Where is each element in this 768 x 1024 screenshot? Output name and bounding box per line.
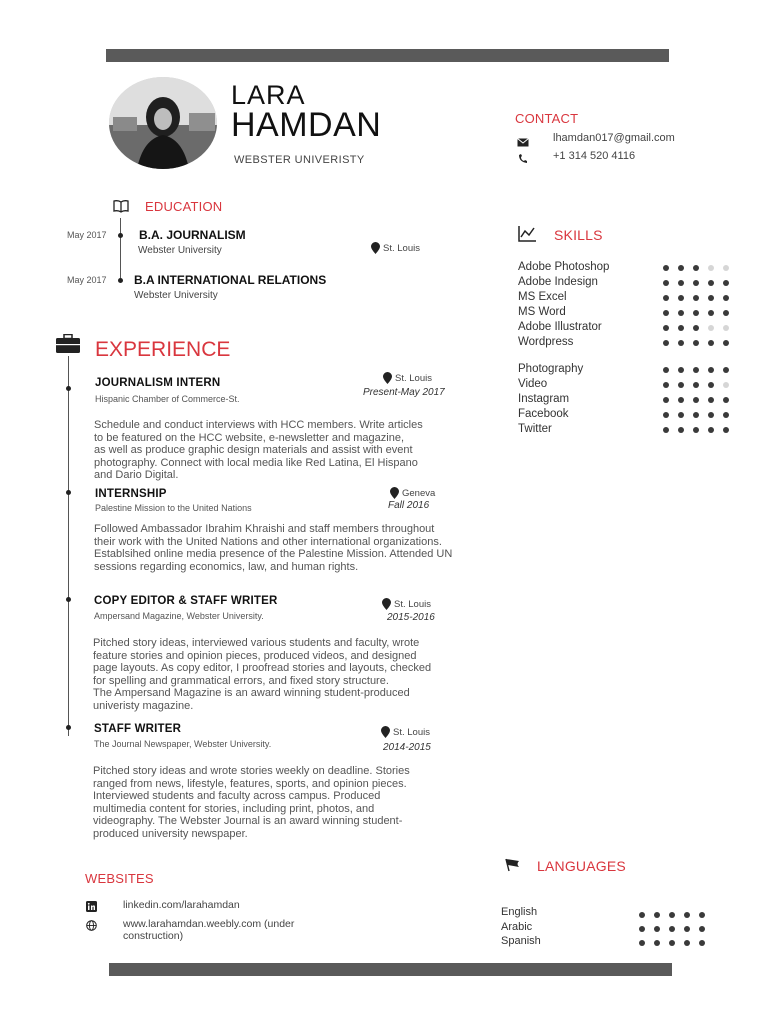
website-line: www.larahamdan.weebly.com (under [123,918,295,930]
rating-dot [678,382,684,388]
languages-title: LANGUAGES [537,858,626,874]
experience-location-2 [390,487,435,499]
websites-title: WEBSITES [85,871,154,886]
skill-name: Video [518,378,548,390]
rating-dot [654,912,660,918]
experience-location-3 [382,598,431,610]
rating-dot [669,940,675,946]
skill-name: Adobe Photoshop [518,261,610,273]
rating-dot [693,295,699,301]
education-date-1: May 2017 [67,230,107,240]
rating-dot [723,427,729,433]
rating-dot [708,280,714,286]
skill-name: Adobe Indesign [518,276,598,288]
map-pin-icon [382,598,391,610]
rating-dot [699,926,705,932]
phone-icon [518,151,528,169]
languages-list [501,905,721,955]
rating-dot [708,367,714,373]
experience-org-4: The Journal Newspaper, Webster University. [94,739,272,749]
rating-dot [678,310,684,316]
rating-dot [708,412,714,418]
website-link[interactable] [123,918,294,942]
rating-dot [663,340,669,346]
rating-dot [684,926,690,932]
mail-icon [517,134,529,152]
rating-dot [723,412,729,418]
desc-line: univeristy magazine. [93,699,194,712]
skill-rating [663,367,729,373]
rating-dot [639,912,645,918]
location-text: St. Louis [395,372,432,384]
skill-rating [663,265,729,271]
rating-dot [684,940,690,946]
skill-rating [663,340,729,346]
experience-period-2: Fall 2016 [388,500,430,511]
book-icon [113,200,129,218]
language-name: Spanish [501,935,541,947]
skill-rating [663,310,729,316]
desc-line: The Ampersand Magazine is an award winning student-produced [93,687,410,700]
experience-dot-3 [66,597,71,602]
desc-line: sessions regarding economics, law, and human rights. [94,560,359,573]
rating-dot [708,397,714,403]
desc-line: feature stories and opinion pieces, produced videos, and designed [93,649,417,662]
rating-dot [708,340,714,346]
skill-name: Wordpress [518,336,574,348]
skill-rating [663,295,729,301]
skill-name: Facebook [518,408,569,420]
rating-dot [663,265,669,271]
experience-role-1: JOURNALISM INTERN [95,377,221,389]
desc-line: and Dario Digital. [94,469,179,482]
education-title: EDUCATION [145,199,223,214]
rating-dot [699,912,705,918]
rating-dot [678,367,684,373]
education-degree-2: B.A INTERNATIONAL RELATIONS [134,273,327,287]
experience-location-4 [381,726,430,738]
rating-dot [663,280,669,286]
experience-desc-3 [93,637,488,713]
desc-line: Interviewed students and faculty across campus. Produced [93,790,381,803]
education-dot-1 [118,233,123,238]
website-line: construction) [123,930,184,942]
linkedin-icon [86,899,97,917]
experience-title: EXPERIENCE [95,338,231,361]
rating-dot [723,295,729,301]
skill-name: MS Excel [518,291,567,303]
rating-dot [678,280,684,286]
skill-rating [663,412,729,418]
rating-dot [678,412,684,418]
education-dot-2 [118,278,123,283]
experience-dot-2 [66,490,71,495]
rating-dot [669,912,675,918]
location-text: St. Louis [393,726,430,738]
skill-name: Twitter [518,423,552,435]
experience-desc-1 [94,419,489,482]
skills-list [518,260,738,440]
rating-dot [708,265,714,271]
desc-line: videography. The Webster Journal is an award winning student- [93,815,403,828]
education-degree-1: B.A. JOURNALISM [139,228,246,242]
desc-line: their work with the United Nations and other international organizations. [94,535,442,548]
location-text: St. Louis [394,598,431,610]
location-text: St. Louis [383,242,420,254]
rating-dot [708,382,714,388]
skill-rating [663,397,729,403]
location-text: Geneva [402,487,436,499]
skill-rating [663,382,729,388]
chart-line-icon [518,226,537,247]
rating-dot [693,280,699,286]
desc-line: produced university newspaper. [93,827,248,840]
rating-dot [708,295,714,301]
rating-dot [723,340,729,346]
experience-desc-2 [94,523,514,573]
language-name: Arabic [501,920,533,933]
rating-dot [678,427,684,433]
experience-period-1: Present-May 2017 [363,387,445,398]
education-school-1: Webster University [138,245,222,256]
rating-dot [639,926,645,932]
desc-line: ranged from news, lifestyle, features, sports, and opinion pieces. [93,777,407,790]
rating-dot [693,310,699,316]
skill-name: Adobe Illustrator [518,321,602,333]
bottom-bar [109,963,672,976]
map-pin-icon [381,726,390,738]
profile-photo [109,77,217,169]
rating-dot [654,940,660,946]
language-rating [639,926,705,932]
rating-dot [639,940,645,946]
education-school-2: Webster University [134,290,218,301]
rating-dot [708,310,714,316]
rating-dot [678,265,684,271]
map-pin-icon [390,487,399,499]
experience-org-3: Ampersand Magazine, Webster University. [94,611,264,621]
rating-dot [693,382,699,388]
rating-dot [723,310,729,316]
experience-period-4: 2014-2015 [383,742,431,753]
rating-dot [723,367,729,373]
rating-dot [723,382,729,388]
experience-dot-1 [66,386,71,391]
education-location-1 [371,242,420,254]
rating-dot [663,325,669,331]
desc-line: to be featured on the HCC website, e-newsletter and magazine, [94,431,405,444]
rating-dot [663,310,669,316]
rating-dot [654,926,660,932]
linkedin-link[interactable]: linkedin.com/larahamdan [123,899,240,911]
rating-dot [708,427,714,433]
rating-dot [663,427,669,433]
flag-icon [505,858,521,877]
desc-line: as well as produce graphic design materials and assist with event [94,444,413,457]
skill-rating [663,280,729,286]
rating-dot [723,397,729,403]
desc-line: Establsihed online media presence of the Palestine Mission. Attended UN [94,548,453,561]
desc-line: for spelling and grammatical errors, and fixed story structure. [93,674,389,687]
experience-org-1: Hispanic Chamber of Commerce-St. [95,394,240,404]
rating-dot [678,340,684,346]
skill-name: Photography [518,363,584,375]
experience-role-4: STAFF WRITER [94,723,182,735]
experience-role-3: COPY EDITOR & STAFF WRITER [94,595,278,607]
skills-title: SKILLS [554,227,603,243]
rating-dot [693,325,699,331]
desc-line: Pitched story ideas, interviewed various students and faculty, wrote [93,637,420,649]
rating-dot [693,340,699,346]
top-bar [106,49,669,62]
rating-dot [684,912,690,918]
language-rating [639,940,705,946]
rating-dot [693,265,699,271]
contact-email[interactable]: lhamdan017@gmail.com [553,132,675,144]
experience-timeline [68,356,69,736]
experience-org-2: Palestine Mission to the United Nations [95,503,252,513]
rating-dot [663,295,669,301]
rating-dot [693,412,699,418]
desc-line: Schedule and conduct interviews with HCC members. Write articles [94,419,423,431]
rating-dot [699,940,705,946]
rating-dot [693,367,699,373]
desc-line: multimedia content for stories, including print, photos, and [93,802,375,815]
desc-line: page layouts. As copy editor, I proofread stories and layouts, checked [93,662,432,675]
contact-phone: +1 314 520 4116 [553,150,636,162]
experience-dot-4 [66,725,71,730]
rating-dot [693,427,699,433]
skill-rating [663,325,729,331]
rating-dot [723,325,729,331]
skill-rating [663,427,729,433]
desc-line: photography. Connect with local media like Red Latina, El Hispano [94,456,418,469]
rating-dot [723,280,729,286]
language-name: English [501,906,538,918]
map-pin-icon [371,242,380,254]
experience-period-3: 2015-2016 [387,612,435,623]
education-timeline [120,218,121,278]
university: WEBSTER UNIVERISTY [234,154,365,166]
desc-line: Followed Ambassador Ibrahim Khraishi and staff members throughout [94,523,435,535]
experience-location-1 [383,372,432,384]
rating-dot [693,397,699,403]
desc-line: Pitched story ideas and wrote stories weekly on deadline. Stories [93,765,410,777]
rating-dot [678,295,684,301]
rating-dot [663,397,669,403]
rating-dot [678,397,684,403]
rating-dot [678,325,684,331]
rating-dot [723,265,729,271]
rating-dot [663,367,669,373]
last-name: HAMDAN [231,106,382,144]
experience-desc-4 [93,765,488,841]
skill-name: MS Word [518,306,566,318]
contact-title: CONTACT [515,111,579,126]
rating-dot [708,325,714,331]
map-pin-icon [383,372,392,384]
language-rating [639,912,705,918]
rating-dot [663,382,669,388]
rating-dot [669,926,675,932]
skill-name: Instagram [518,393,570,405]
experience-role-2: INTERNSHIP [95,488,167,500]
rating-dot [663,412,669,418]
education-date-2: May 2017 [67,275,107,285]
first-name: LARA [231,80,306,110]
globe-icon [86,918,97,936]
